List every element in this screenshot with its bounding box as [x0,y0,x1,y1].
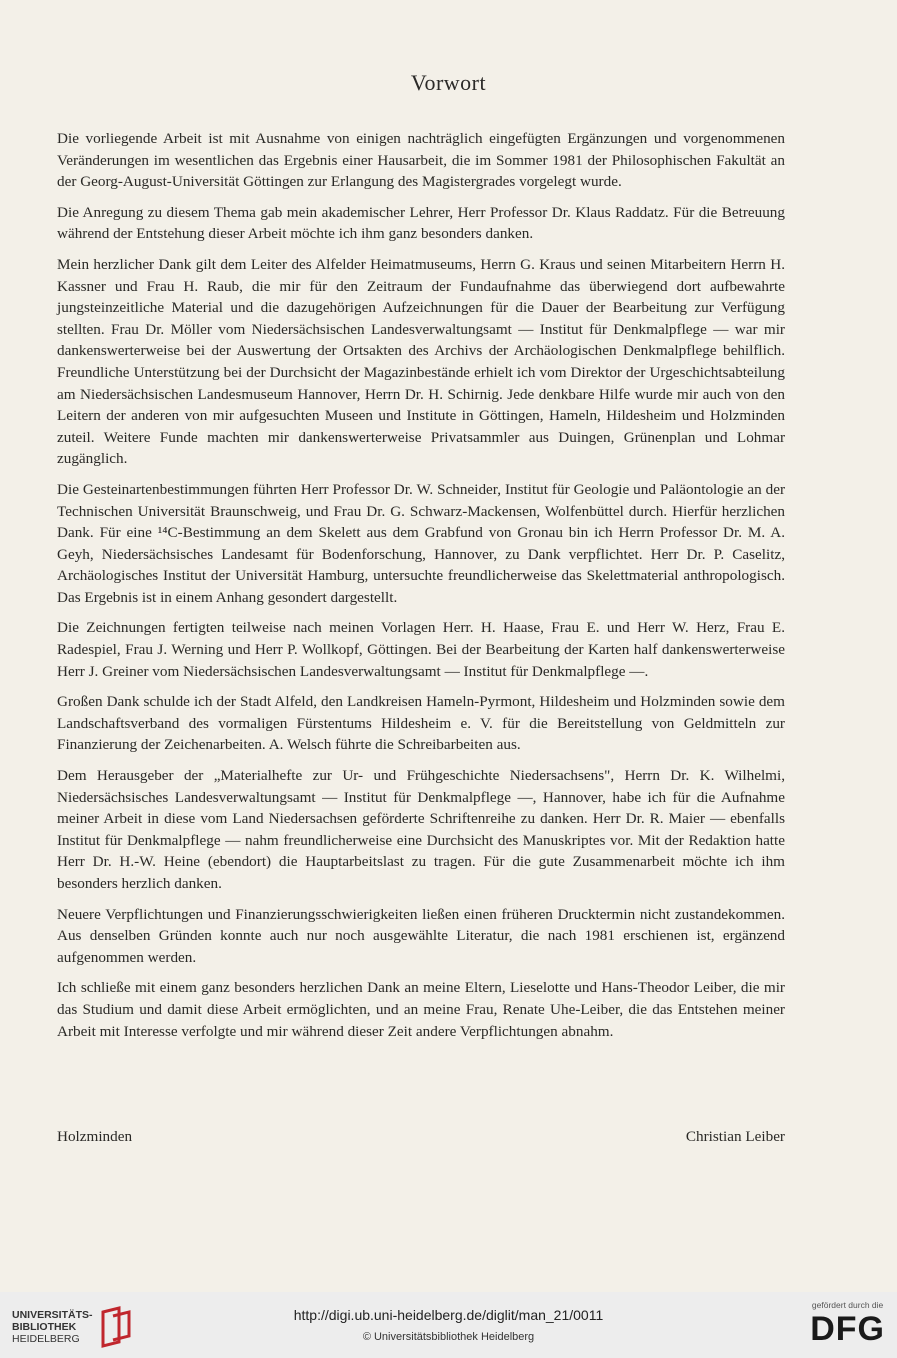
dfg-logo: DFG [810,1310,885,1348]
paragraph: Neuere Verpflichtungen und Finanzierungsschwierigkeiten ließen einen früheren Drucktermin nicht zustandekommen. Aus denselben Gründen konnte auch nur noch ausgewählte Literatur, die nach 1981 erschienen ist, ergänzend aufgenommen werden. [57,905,785,966]
copyright-notice: © Universitätsbibliothek Heidelberg [362,1331,535,1343]
library-name-line1: UNIVERSITÄTS- [12,1309,93,1321]
signature-line [57,1128,785,1146]
viewer-footer [0,1292,897,1358]
signature-place: Holzminden [57,1128,133,1145]
preface-body [57,128,785,1051]
paragraph: Die Anregung zu diesem Thema gab mein akademischer Lehrer, Herr Professor Dr. Klaus Raddatz. Für die Betreuung während der Entstehung dieser Arbeit möchte ich ihm ganz besonders danken. [57,203,785,243]
paragraph: Ich schließe mit einem ganz besonders herzlichen Dank an meine Eltern, Lieselotte und Hans-Theodor Leiber, die mir das Studium und damit diese Arbeit ermöglichten, und an meine Frau, Renate Uhe-Leiber, die das Entstehen meiner Arbeit mit Interesse verfolgte und mir während dieser Zeit andere Verpflichtungen abnahm. [57,979,785,1040]
library-name-line2: BIBLIOTHEK [12,1321,77,1333]
library-name-line3: HEIDELBERG [12,1333,80,1345]
paragraph: Mein herzlicher Dank gilt dem Leiter des Alfelder Heimatmuseums, Herrn G. Kraus und seinen Mitarbeitern Herrn H. Kassner und Frau H. Raub, die mir für den Zeitraum der Fundaufnahme das überwiegend dort aufbewahrte jungsteinzeitliche Material und die dazugehörigen Aufzeichnungen für die Dauer der Bearbeitung zur Verfügung stellten. Frau Dr. Möller vom Niedersächsischen Landesverwaltungsamt — Institut für Denkmalpflege — war mir dankenswerterweise bei der Auswertung der Ortsakten des Archivs der Archäologischen Denkmalpflege behilflich. Freundliche Unterstützung bei der Durchsicht der Magazinbestände erhielt ich vom Direktor der Urgeschichtsabteilung am Niedersächsischen Landesmuseum Hannover, Herrn Dr. H. Schirnig. Jede denkbare Hilfe wurde mir auch von den Leitern der anderen von mir aufgesuchten Museen und Institute in Göttingen, Hameln, Hildesheim und Holzminden zuteil. Weitere Funde machten mir dankenswerterweise Privatsammler aus Duingen, Grünenplan und Lohmar zugänglich. [57,255,785,468]
paragraph: Dem Herausgeber der „Materialhefte zur Ur- und Frühgeschichte Niedersachsens", Herrn Dr. K. Wilhelmi, Niedersächsisches Landesverwaltungsamt — Institut für Denkmalpflege —, Hannover, habe ich für die Aufnahme meiner Arbeit in diese vom Land Niedersachsen geförderte Schriftenreihe zu danken. Herr Dr. R. Maier — ebenfalls Institut für Denkmalpflege — nahm freundlicherweise eine Durchsicht des Manuskriptes vor. Mit der Redaktion hatte Herr Dr. H.-W. Heine (ebendort) die Hauptarbeitslast zu tragen. Für die gute Zusammenarbeit möchte ich ihm besonders herzlich danken. [57,767,785,892]
dfg-badge[interactable] [810,1300,885,1348]
paragraph: Die Gesteinartenbestimmungen führten Herr Professor Dr. W. Schneider, Institut für Geologie und Paläontologie an der Technischen Universität Braunschweig, und Frau Dr. G. Schwarz-Mackensen, Wolfenbüttel durch. Hierfür herzlichen Dank. Für eine ¹⁴C-Bestimmung an dem Skelett aus dem Grabfund von Gronau bin ich Herrn Professor Dr. M. A. Geyh, Niedersächsisches Landesamt für Bodenforschung, Hannover, zu Dank verpflichtet. Herr Dr. P. Caselitz, Archäologisches Institut der Universität Hamburg, untersuchte freundlicherweise das Skelettmaterial anthropologisch. Das Ergebnis ist in einem Anhang gesondert dargestellt. [57,480,785,606]
page-title: Vorwort [410,70,487,95]
paragraph: Großen Dank schulde ich der Stadt Alfeld, den Landkreisen Hameln-Pyrmont, Hildesheim und Holzminden sowie dem Landschaftsverband des vormaligen Fürstentums Hildesheim e. V. für die Bereitstellung von Geldmitteln zur Finanzierung der Zeichenarbeiten. A. Welsch führte die Schreibarbeiten aus. [57,693,785,754]
document-url[interactable]: http://digi.ub.uni-heidelberg.de/diglit/man_21/0011 [293,1307,604,1323]
funder-note: gefördert durch die [811,1300,884,1310]
signature-author: Christian Leiber [685,1128,785,1145]
paragraph: Die vorliegende Arbeit ist mit Ausnahme von einigen nachträglich eingefügten Ergänzungen und vorgenommenen Veränderungen im wesentlichen das Ergebnis einer Hausarbeit, die im Sommer 1981 der Philosophischen Fakultät an der Georg-August-Universität Göttingen zur Erlangung des Magistergrades vorgelegt wurde. [57,130,785,191]
paragraph: Die Zeichnungen fertigten teilweise nach meinen Vorlagen Herr. H. Haase, Frau E. und Herr W. Herz, Frau E. Radespiel, Frau J. Werning und Herr P. Wollkopf, Göttingen. Bei der Bearbeitung der Karten half dankenswerterweise Herr J. Greiner vom Niedersächsischen Landesverwaltungsamt — Institut für Denkmalpflege —. [57,619,785,680]
